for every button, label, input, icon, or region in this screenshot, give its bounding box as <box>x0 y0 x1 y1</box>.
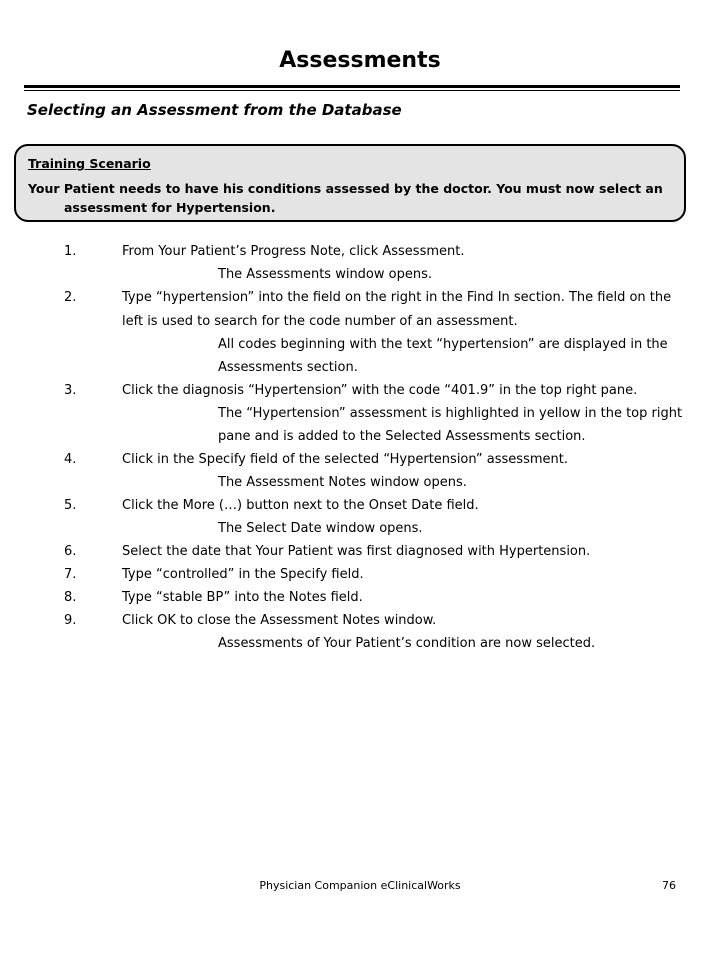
section-title: Selecting an Assessment from the Database <box>27 101 402 119</box>
step-text: Click the More (…) button next to the Onset Date field. <box>122 498 479 513</box>
scenario-heading: Training Scenario <box>28 156 151 171</box>
step-result: The Assessments window opens. <box>218 267 432 282</box>
page-number: 76 <box>662 879 676 892</box>
step-number: 6. <box>64 544 77 559</box>
step-number: 9. <box>64 613 77 628</box>
page-title: Assessments <box>279 48 441 73</box>
step-result: The Select Date window opens. <box>218 521 423 536</box>
step-number: 8. <box>64 590 77 605</box>
scenario-text: Your Patient needs to have his conditions assessed by the doctor. You must now select an assessment for Hypertension. <box>28 181 663 215</box>
footer-text: Physician Companion eClinicalWorks <box>259 879 461 892</box>
step-number: 7. <box>64 567 77 582</box>
step-text: Type “controlled” in the Specify field. <box>122 567 364 582</box>
step-result: pane and is added to the Selected Assessments section. <box>218 429 586 444</box>
step-text: Type “hypertension” into the field on the right in the Find In section. The field on the <box>122 290 672 305</box>
step-text: left is used to search for the code number of an assessment. <box>122 314 518 329</box>
step-result: All codes beginning with the text “hypertension” are displayed in the <box>218 337 668 352</box>
step-number: 1. <box>64 244 77 259</box>
step-result: Assessments of Your Patient’s condition are now selected. <box>218 636 596 651</box>
step-number: 2. <box>64 290 77 305</box>
title-rule-thin <box>24 90 680 91</box>
step-text: Click in the Specify field of the selected “Hypertension” assessment. <box>122 452 568 467</box>
step-number: 4. <box>64 452 77 467</box>
step-text: Type “stable BP” into the Notes field. <box>122 590 363 605</box>
step-text: Select the date that Your Patient was first diagnosed with Hypertension. <box>122 544 591 559</box>
title-rule-thick <box>24 85 680 88</box>
step-text: Click OK to close the Assessment Notes window. <box>122 613 437 628</box>
step-number: 3. <box>64 383 77 398</box>
step-number: 5. <box>64 498 77 513</box>
step-text: From Your Patient’s Progress Note, click Assessment. <box>122 244 465 259</box>
training-scenario-box <box>14 144 686 222</box>
step-result: The Assessment Notes window opens. <box>218 475 467 490</box>
step-text: Click the diagnosis “Hypertension” with the code “401.9” in the top right pane. <box>122 383 638 398</box>
step-result: The “Hypertension” assessment is highlighted in yellow in the top right <box>218 406 683 421</box>
step-result: Assessments section. <box>218 360 358 375</box>
